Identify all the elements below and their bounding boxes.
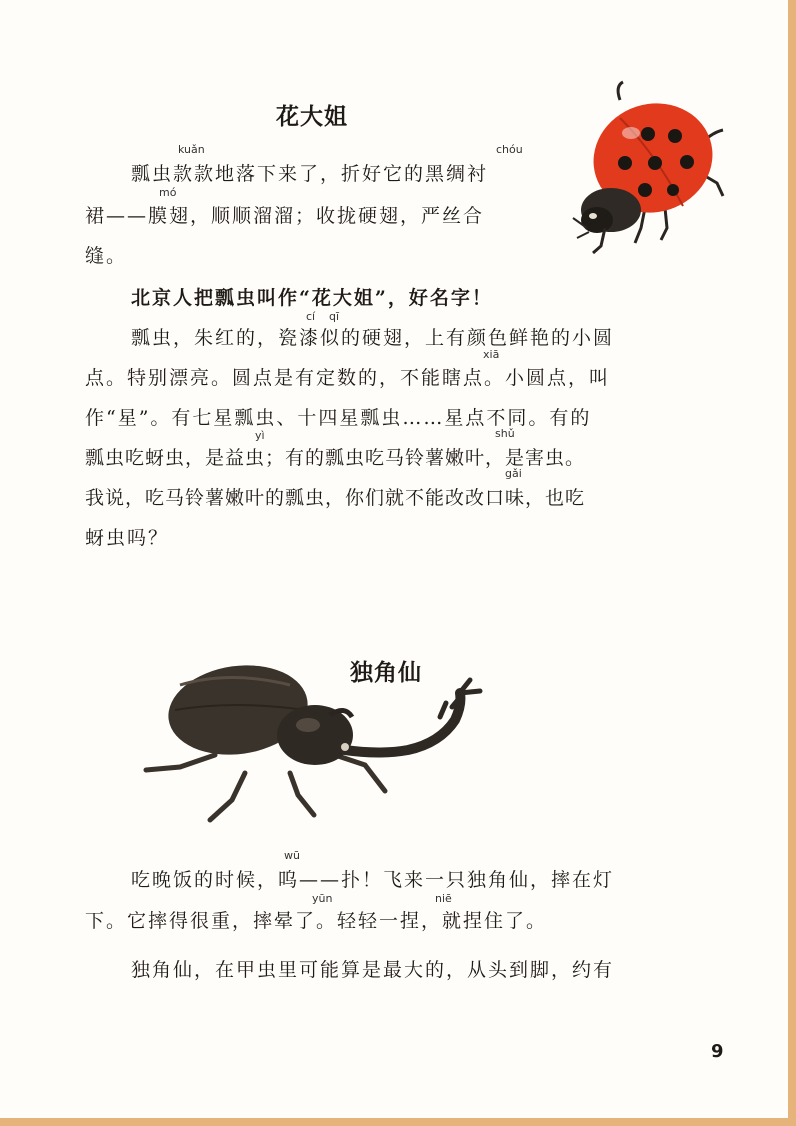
text-line: 独角仙，在甲虫里可能算是最大的，从头到脚，约有 <box>131 959 615 981</box>
pinyin-annotation: niē <box>435 892 452 905</box>
pinyin-annotation: shǔ <box>495 427 515 440</box>
text-line: 吃晚饭的时候，呜——扑！飞来一只独角仙，摔在灯 <box>131 869 615 891</box>
pinyin-annotation: xiā <box>483 348 500 361</box>
text-line: 瓢虫吃蚜虫，是益虫；有的瓢虫吃马铃薯嫩叶，是害虫。 <box>85 447 586 469</box>
text-line: 点。特别漂亮。圆点是有定数的，不能瞎点。小圆点，叫 <box>85 367 611 389</box>
text-line: 我说，吃马铃薯嫩叶的瓢虫，你们就不能改改口味，也吃 <box>85 487 586 509</box>
pinyin-annotation: cí <box>306 310 316 323</box>
section-title-huadajie: 花大姐 <box>276 104 348 130</box>
page-number: 9 <box>711 1041 724 1062</box>
pinyin-annotation: mó <box>159 186 177 199</box>
section-title-dujiaoxian: 独角仙 <box>350 660 422 686</box>
text-line: 裙——膜翅，顺顺溜溜；收拢硬翅，严丝合 <box>85 205 485 227</box>
pinyin-annotation: yūn <box>312 892 333 905</box>
text-line: 瓢虫，朱红的，瓷漆似的硬翅，上有颜色鲜艳的小圆 <box>131 327 615 349</box>
rhinoceros-beetle-illustration <box>140 655 490 835</box>
text-line: 缝。 <box>85 245 128 267</box>
pinyin-annotation: wū <box>284 849 300 862</box>
pinyin-annotation: gǎi <box>505 467 522 480</box>
text-line: 瓢虫款款地落下来了，折好它的黑绸衬 <box>131 163 489 185</box>
text-line: 北京人把瓢虫叫作“花大姐”，好名字！ <box>131 287 493 309</box>
text-line: 下。它摔得很重，摔晕了。轻轻一捏，就捏住了。 <box>85 910 548 932</box>
pinyin-annotation: kuǎn <box>178 143 205 156</box>
text-line: 作“星”。有七星瓢虫、十四星瓢虫……星点不同。有的 <box>85 407 592 429</box>
pinyin-annotation: yì <box>255 429 265 442</box>
pinyin-annotation: qī <box>329 310 340 323</box>
pinyin-annotation: chóu <box>496 143 523 156</box>
ladybug-illustration <box>565 78 735 258</box>
text-line: 蚜虫吗？ <box>85 527 170 549</box>
